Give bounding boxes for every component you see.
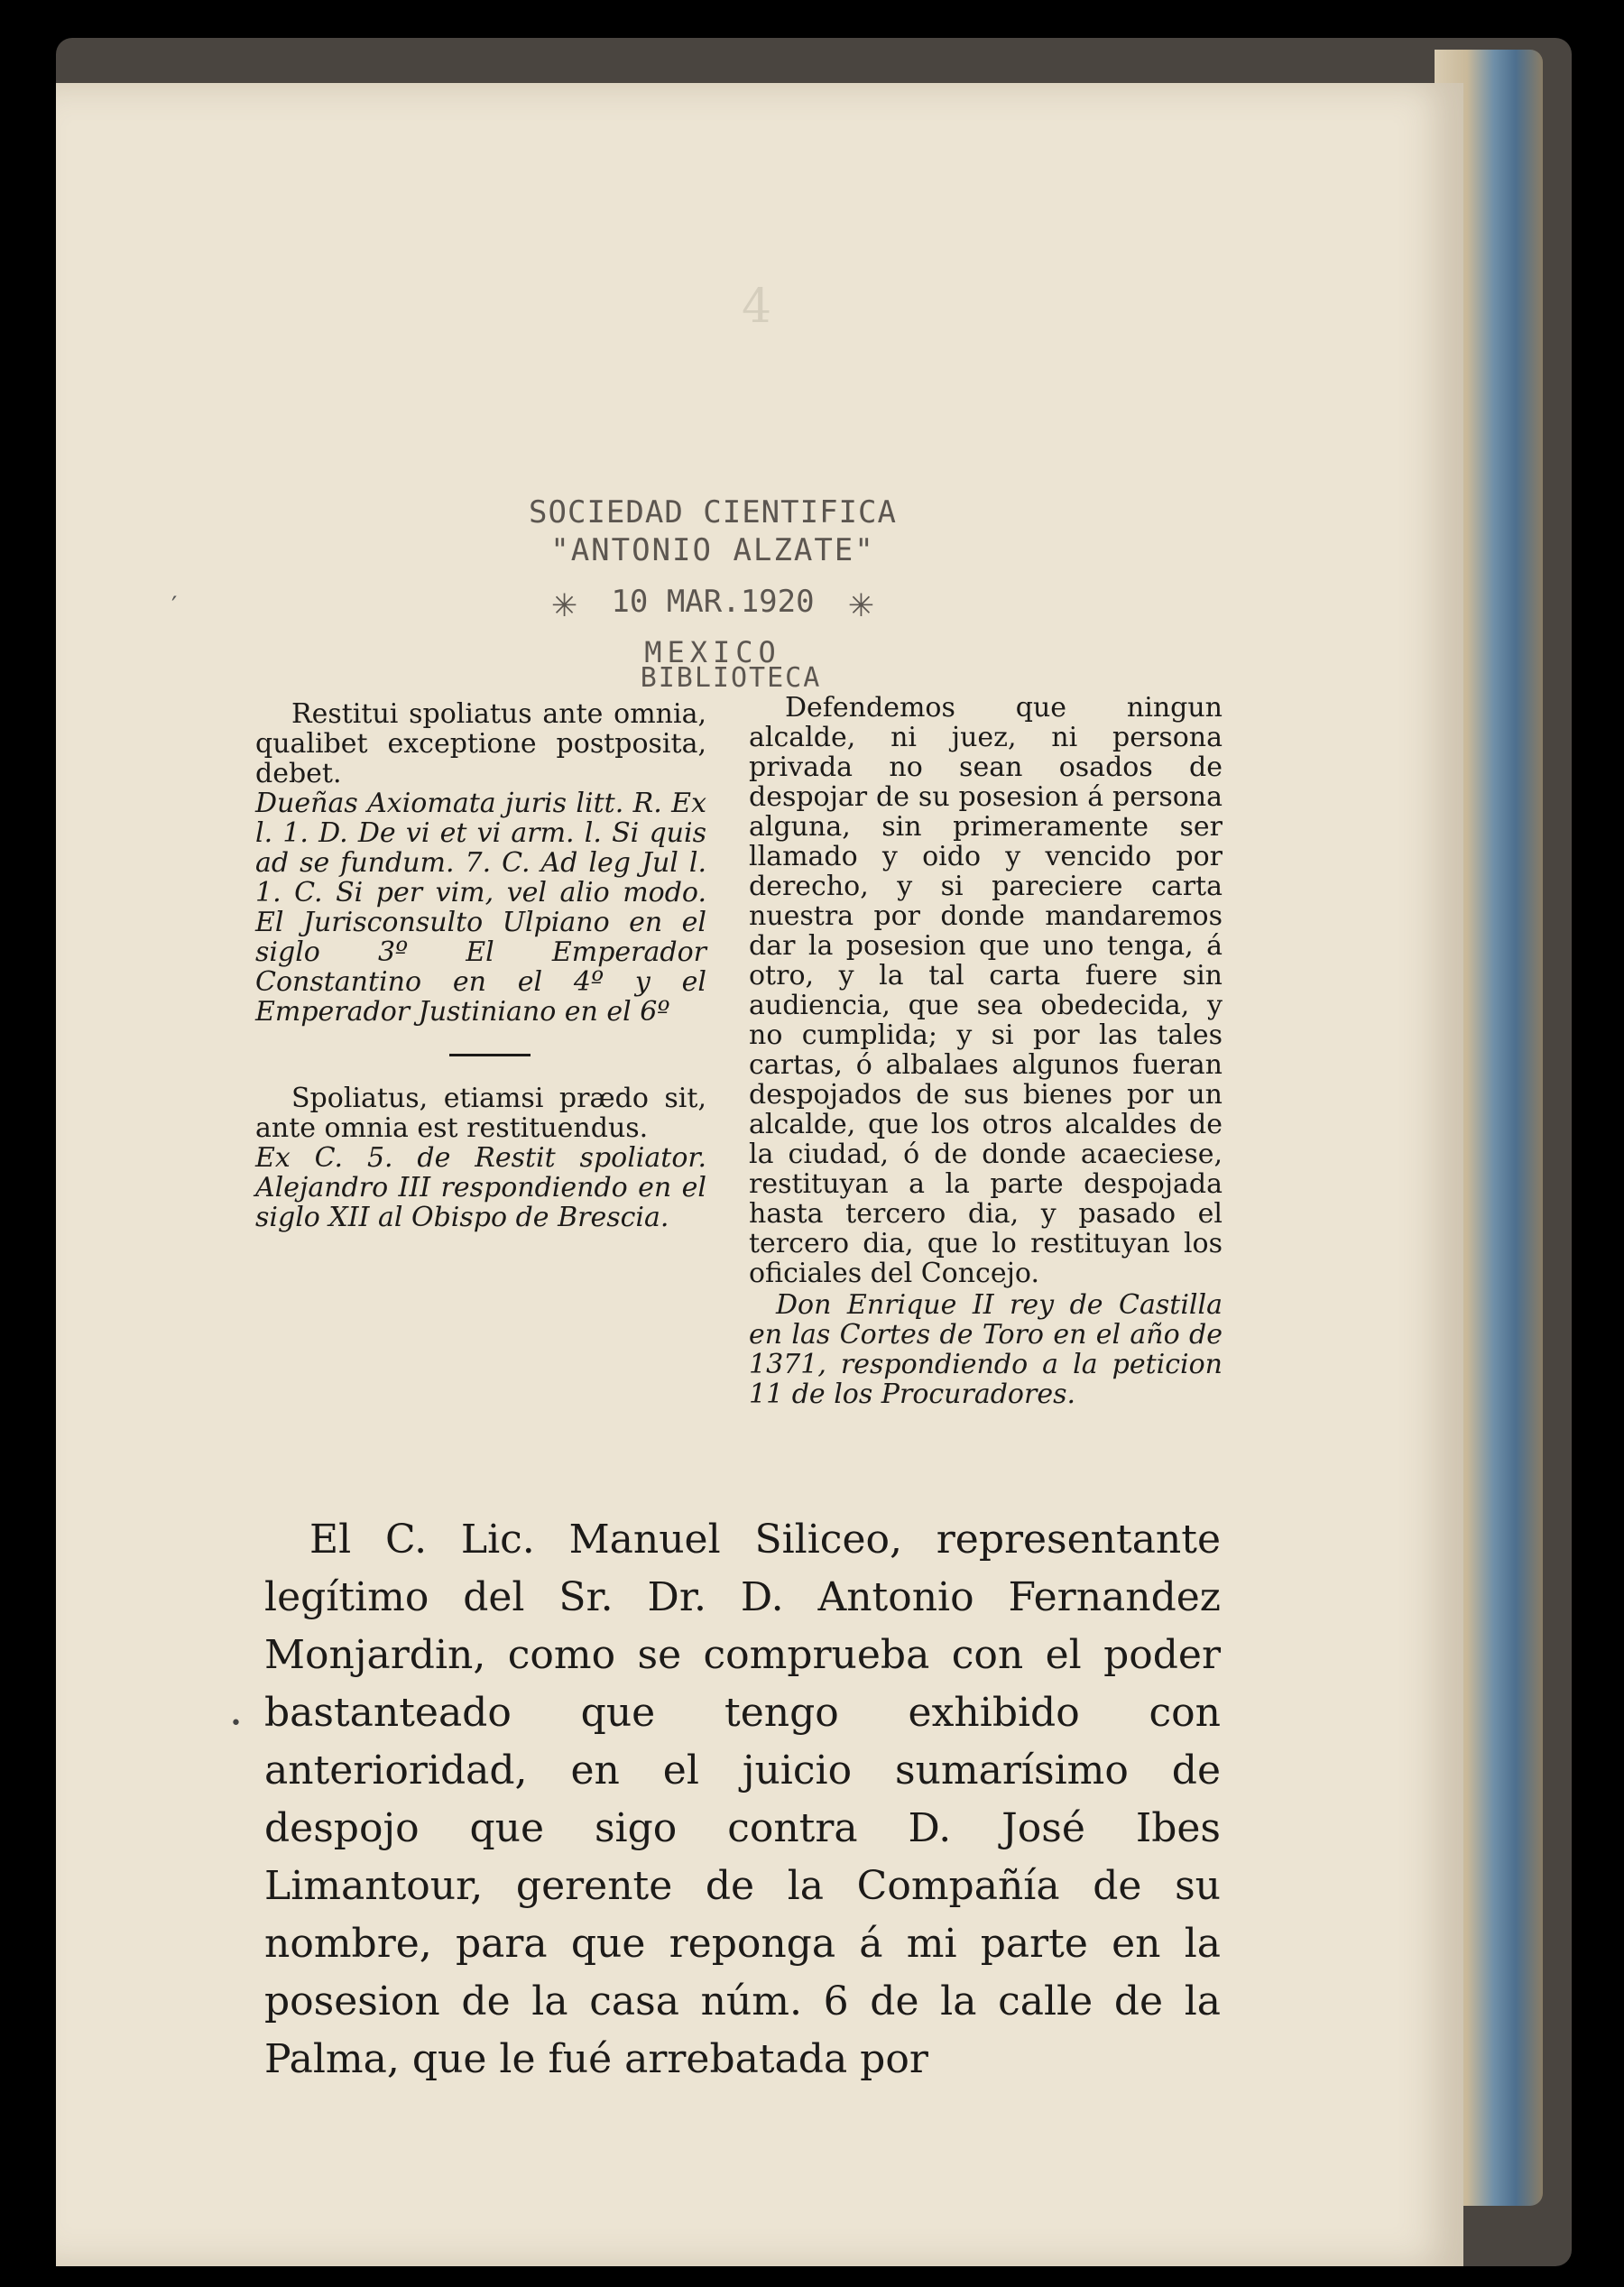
body-paragraph: El C. Lic. Manuel Siliceo, representante legítimo del Sr. Dr. D. Antonio Fernandez Monjardin, como se comprueba con el poder bastanteado que tengo exhibido con anterioridad, en el juicio sumarísimo de despojo que sigo contra D. José Ibes Limantour, gerente de la Compañía de su nombre, para que reponga á mi parte en la posesion de la casa núm. 6 de la calle de la Palma, que le fué arrebatada por [264,1517,1221,2082]
epigraph-citation: Don Enrique II rey de Castilla en las Cortes de Toro en el año de 1371, respondiendo a la peticion 11 de los Procuradores. [749,1289,1223,1410]
stamp-line-name: "ANTONIO ALZATE" [550,532,875,568]
library-stamp [505,494,920,694]
main-body-text [264,1511,1221,2089]
right-epigraph-column [749,693,1223,1409]
margin-mark: ′ [171,591,178,621]
epigraph-quote: Spoliatus, etiamsi prædo sit, ante omnia est restituendus. [255,1083,706,1144]
epigraph-citation: Dueñas Axiomata juris litt. R. Ex l. 1. D. De vi et vi arm. l. Si quis ad se fundum. 7. C. Ad leg Jul l. 1. C. Si per vim, vel alio modo. El Jurisconsulto Ulpiano en el siglo 3º El Emperador Constantino en el 4º y el Emperador Justiniano en el 6º [255,788,706,1028]
margin-dot: • [230,1712,242,1735]
stamp-line-library: BIBLIOTECA [640,662,822,694]
stamp-date: 10 MAR.1920 [611,584,815,620]
epigraph-quote: Restitui spoliatus ante omnia, qualibet exceptione postposita, debet. [255,698,706,789]
left-epigraph-column [255,699,706,1232]
divider-rule [449,1054,531,1056]
stamp-line-city: MEXICO [644,635,781,669]
epigraph-citation: Ex C. 5. de Restit spoliator. Alejandro III respondiendo en el siglo XII al Obispo de Brescia. [255,1142,706,1233]
stamp-line-society: SOCIEDAD CIENTIFICA [529,494,897,530]
asterisk-icon: ✳ [848,577,874,626]
asterisk-icon: ✳ [551,577,577,626]
stamp-date-row [505,577,920,626]
epigraph-quote: Defendemos que ningun alcalde, ni juez, ni persona privada no sean osados de despojar de su posesion á persona alguna, sin primeramente ser llamado y oido y vencido por derecho, y si pareciere carta nuestra por donde mandaremos dar la posesion que uno tenga, á otro, y la tal carta fuere sin audiencia, que sea obedecida, y no cumplida; y si por las tales cartas, ó albalaes algunos fueran despojados de sus bienes por un alcalde, que los otros alcaldes de la ciudad, ó de donde acaeciese, restituyan a la parte despojada hasta tercero dia, y pasado el tercero dia, que lo restituyan los oficiales del Concejo. [749,692,1223,1289]
bleed-through-folio: 4 [742,280,772,334]
